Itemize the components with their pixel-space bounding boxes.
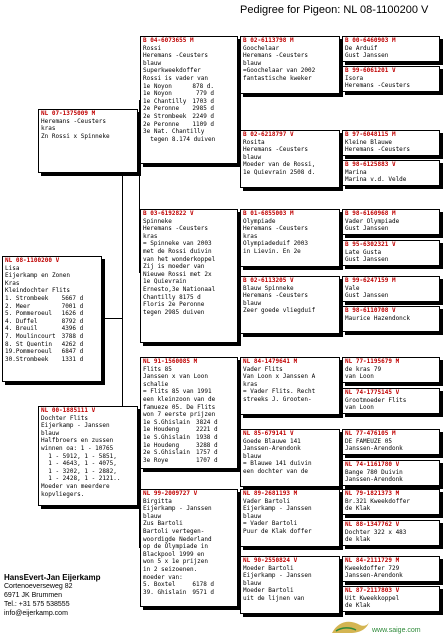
pigeon-info-line: Late Gusta bbox=[345, 248, 382, 256]
ring-number: B 98-6110708 V bbox=[345, 307, 396, 314]
pigeon-info-line: woordigde Nederland bbox=[143, 535, 212, 543]
result-race: 1e S.Ghislain bbox=[143, 433, 190, 441]
pigeon-info-line: Goede Blauwe 141 bbox=[243, 437, 301, 445]
ring-number: NL 90-2550824 V bbox=[243, 557, 298, 564]
ancestor-card[interactable] bbox=[342, 240, 440, 266]
pigeon-info-line: = Vader Flits. Recht bbox=[243, 388, 316, 396]
result-row bbox=[5, 333, 83, 341]
ancestor-card[interactable] bbox=[342, 130, 440, 156]
pigeon-info-line: Kras bbox=[5, 279, 20, 287]
pigeon-info-line: Superkweekdoffer bbox=[143, 67, 201, 75]
result-row bbox=[143, 457, 218, 465]
result-row bbox=[5, 318, 83, 326]
ring-number: NL 87-2117803 V bbox=[345, 587, 400, 594]
breeder-city: 6971 JK Brummen bbox=[4, 592, 62, 599]
pigeon-info-line: blauw bbox=[243, 153, 262, 161]
pigeon-info-line: moeder van: bbox=[143, 573, 183, 581]
pigeon-info-line: kras bbox=[143, 232, 158, 240]
pigeon-info-line: winnen oa: 1 - 10765 bbox=[41, 444, 114, 452]
pigeon-info-line: Lisa bbox=[5, 264, 20, 272]
result-row bbox=[5, 310, 83, 318]
pigeon-info-line: Eijerkamp - Janssen bbox=[243, 505, 312, 513]
result-race: 2e Peronne bbox=[143, 105, 180, 113]
ancestor-card[interactable] bbox=[342, 556, 440, 582]
result-row bbox=[143, 449, 218, 457]
pigeon-info-line: blauw bbox=[143, 512, 162, 520]
pigeon-info-line: met de Rossi duivin bbox=[143, 247, 212, 255]
pigeon-info-line: Janssen-Arendonk bbox=[345, 445, 403, 453]
pigeon-info-line: kras bbox=[41, 125, 56, 133]
ring-number: B 97-6048115 M bbox=[345, 131, 396, 138]
pigeon-info-line: Janssen-Arendonk bbox=[345, 476, 403, 484]
ring-number: NL 77-476105 M bbox=[345, 430, 396, 437]
pigeon-info-line: de Klak bbox=[345, 602, 371, 610]
results-table bbox=[143, 419, 218, 465]
result-birds: 6847 d bbox=[61, 348, 84, 356]
pigeon-info-line: 1e Quievrain 2508 d. bbox=[243, 168, 316, 176]
great-grandparent-card[interactable] bbox=[240, 36, 340, 94]
pigeon-info-line: Gust Janssen bbox=[345, 292, 389, 300]
great-grandparent-card[interactable] bbox=[240, 489, 340, 547]
result-race: 1e Houdeng bbox=[143, 426, 180, 434]
result-race: 30.Strombeek bbox=[5, 355, 49, 363]
result-race: 5. Pommeroeul bbox=[5, 310, 52, 318]
breeder-phone: Tel.: +31 575 538555 bbox=[4, 601, 70, 608]
ring-number: B 02-6113205 V bbox=[243, 277, 294, 284]
ring-number: B 95-6302321 V bbox=[345, 241, 396, 248]
pigeon-info-line: Eijerkamp - Janssen bbox=[41, 422, 110, 430]
pigeon-info-line: kras bbox=[243, 380, 258, 388]
pigeon-info-line: Floris 2e Peronne bbox=[143, 301, 205, 309]
pigeon-info-line: Olympiade bbox=[243, 217, 276, 225]
pigeon-info-line: De Arduif bbox=[345, 44, 378, 52]
great-grandparent-card[interactable] bbox=[240, 209, 340, 267]
pigeon-info-line: Kweekdoffer 729 bbox=[345, 564, 400, 572]
pigeon-info-line: blauw bbox=[143, 59, 162, 67]
result-race: 5. Boxtel bbox=[143, 581, 176, 589]
great-grandparent-card[interactable] bbox=[240, 429, 340, 487]
result-birds: 7001 d bbox=[61, 302, 84, 310]
results-table bbox=[5, 295, 83, 363]
pigeon-info-line: 1e Quievrain bbox=[143, 278, 187, 286]
pigeon-info-line: Dochter 322 x 483 bbox=[345, 528, 407, 536]
result-row bbox=[143, 426, 218, 434]
ring-number: NL 85-679141 V bbox=[243, 430, 294, 437]
pigeon-info-line: Moeder van de Rossi, bbox=[243, 161, 316, 169]
pigeon-info-line: Van Loon x Janssen A bbox=[243, 373, 316, 381]
pigeon-info-line: 1 - 3202, 1 - 2882, bbox=[41, 467, 117, 475]
pigeon-info-line: Gust Janssen bbox=[345, 52, 389, 60]
result-birds: 2249 d bbox=[192, 112, 215, 120]
ancestor-card[interactable] bbox=[342, 160, 440, 186]
result-race: 1e Chantilly bbox=[143, 97, 187, 105]
pigeon-info-line: Bange 780 Duivin bbox=[345, 468, 403, 476]
ancestor-card[interactable] bbox=[342, 66, 440, 92]
result-birds: 1757 d bbox=[195, 449, 218, 457]
pigeon-info-line: = Spinneke van 2003 bbox=[143, 240, 212, 248]
result-birds: 1938 d bbox=[195, 433, 218, 441]
result-race: 1e Noyon bbox=[143, 82, 172, 90]
ring-number: B 03-6192822 V bbox=[143, 210, 194, 217]
pigeon-info-line: 3e Nat. Chantilly bbox=[143, 128, 205, 136]
pigeon-info-line: blauw bbox=[243, 512, 262, 520]
result-row bbox=[143, 105, 214, 113]
ancestor-card[interactable] bbox=[342, 306, 440, 332]
ring-number: B 99-6247159 M bbox=[345, 277, 396, 284]
pigeon-info-line: Br.321 Kweekdoffer bbox=[345, 497, 411, 505]
ancestor-card[interactable] bbox=[342, 489, 440, 515]
pigeon-info-line: van het wonderkoppel bbox=[143, 255, 216, 263]
great-grandparent-card[interactable] bbox=[240, 276, 340, 334]
ring-number: NL 00-1885111 V bbox=[41, 407, 96, 414]
breeder-address: Cortenoeverseweg 82 bbox=[4, 583, 73, 590]
pigeon-info-line: Marina bbox=[345, 168, 367, 176]
pigeon-info-line: 1 - 4643, 1 - 4075, bbox=[41, 460, 117, 468]
pigeon-info-line: = Blauwe 141 duivin bbox=[243, 460, 312, 468]
pigeon-info-line: Marina v.d. Velde bbox=[345, 176, 407, 184]
ring-number: NL 89-2681193 M bbox=[243, 490, 298, 497]
pigeon-info-line: Moeder Bartoli bbox=[243, 564, 294, 572]
pigeon-info-line: Heremans -Ceusters bbox=[243, 146, 309, 154]
result-row bbox=[5, 303, 83, 311]
result-row bbox=[143, 581, 214, 589]
sire-card[interactable] bbox=[38, 109, 138, 173]
result-birds: 3824 d bbox=[195, 418, 218, 426]
pigeon-info-line: fantastische kweker bbox=[243, 74, 312, 82]
pigeon-info-line: blauw bbox=[243, 452, 262, 460]
result-race: 1. Strombeek bbox=[5, 294, 49, 302]
pigeon-info-line: kopvliegers. bbox=[41, 490, 85, 498]
ring-number: B 01-6855003 M bbox=[243, 210, 294, 217]
pigeon-info-line: Janssen-Arendonk bbox=[243, 445, 301, 453]
pigeon-info-line: een kleinzoon van de bbox=[143, 395, 216, 403]
pigeon-info-line: de Klak bbox=[345, 505, 371, 513]
pigeon-info-line: Heremans -Ceusters bbox=[143, 52, 209, 60]
pigeon-info-line: streeks J. Grooten- bbox=[243, 395, 312, 403]
pigeon-info-line: Vader Flits bbox=[243, 365, 283, 373]
result-row bbox=[5, 341, 83, 349]
result-birds: 1707 d bbox=[195, 456, 218, 464]
pigeon-info-line: Uit Kweekkoppel bbox=[345, 594, 400, 602]
result-race: 8. St Quentin bbox=[5, 340, 52, 348]
result-race: 3e Roye bbox=[143, 456, 169, 464]
pigeon-info-line: blauw bbox=[243, 579, 262, 587]
ancestor-card[interactable] bbox=[342, 276, 440, 302]
pigeon-info-line: Gust Janssen bbox=[345, 256, 389, 264]
watermark-text: www.saige.com bbox=[372, 627, 421, 634]
result-birds: 779 d bbox=[195, 90, 215, 98]
ring-number: B 00-6460903 M bbox=[345, 37, 396, 44]
result-race: 1e Houdeng bbox=[143, 441, 180, 449]
pigeon-info-line: kras bbox=[243, 232, 258, 240]
result-race: 1e Noyon bbox=[143, 90, 172, 98]
pigeon-info-line: Spinneke bbox=[143, 217, 172, 225]
pigeon-info-line: in Lievin. En 2e bbox=[243, 247, 301, 255]
pigeon-info-line: Rossi bbox=[143, 44, 162, 52]
result-row bbox=[143, 419, 218, 427]
result-birds: 1331 d bbox=[61, 355, 84, 363]
pigeon-info-line: Olympiadeduif 2003 bbox=[243, 240, 309, 248]
ring-number: B 02-6113798 M bbox=[243, 37, 294, 44]
pigeon-info-line: Vale bbox=[345, 284, 360, 292]
pigeon-info-line: = Vader Bartoli bbox=[243, 520, 298, 528]
pigeon-info-line: Zus Bartoli bbox=[143, 520, 183, 528]
ring-number: B 99-6061201 V bbox=[345, 67, 396, 74]
ring-number: NL 77-1195679 M bbox=[345, 358, 400, 365]
ancestor-card[interactable] bbox=[342, 520, 440, 546]
result-race: 2e Strombeek bbox=[143, 112, 187, 120]
result-row bbox=[5, 295, 83, 303]
result-birds: 3288 d bbox=[195, 441, 218, 449]
result-row bbox=[143, 90, 214, 98]
pigeon-logo-icon bbox=[330, 615, 370, 637]
result-race: 2. Meer bbox=[5, 302, 31, 310]
pigeon-info-line: Ernesto,3e Nationaal bbox=[143, 285, 216, 293]
great-grandparent-card[interactable] bbox=[240, 556, 340, 614]
pigeon-info-line: Birgitta bbox=[143, 497, 172, 505]
pigeon-info-line: famueze 05. De Flits bbox=[143, 403, 216, 411]
ring-number: NL 84-1479641 M bbox=[243, 358, 298, 365]
pigeon-info-line: van Loon bbox=[345, 373, 374, 381]
pigeon-info-line: Chantilly 8175 d bbox=[143, 293, 201, 301]
pigeon-info-line: 1 - 2428, 1 - 2121.. bbox=[41, 475, 121, 483]
pigeon-info-line: Moeder Bartoli bbox=[243, 587, 294, 595]
ring-number: B 98-6160968 M bbox=[345, 210, 396, 217]
pigeon-info-line: blauw bbox=[243, 59, 262, 67]
result-race: 4. Breuil bbox=[5, 325, 38, 333]
pigeon-info-line: Kleine Blauwe bbox=[345, 138, 392, 146]
pigeon-info-line: Halfbroers en zussen bbox=[41, 437, 114, 445]
ring-number: B 04-6073655 M bbox=[143, 37, 194, 44]
pigeon-info-line: Rossi is vader van bbox=[143, 74, 209, 82]
result-row bbox=[5, 356, 83, 364]
pigeon-info-line: de kras 79 bbox=[345, 365, 382, 373]
pigeon-info-line: Nieuwe Rossi met 2x bbox=[143, 270, 212, 278]
pigeon-info-line: Eijerkamp - Janssen bbox=[243, 572, 312, 580]
pigeon-info-line: Grootmoeder Flits bbox=[345, 396, 407, 404]
result-race: 1e S.Ghislain bbox=[143, 418, 190, 426]
connector-line bbox=[102, 318, 122, 319]
pigeon-info-line: won 5 x 1e prijzen bbox=[143, 558, 209, 566]
pigeon-info-line: de klak bbox=[345, 536, 371, 544]
pigeon-info-line: = Flits 85 van 1991 bbox=[143, 388, 212, 396]
pigeon-info-line: tegen 2985 duiven bbox=[143, 308, 205, 316]
grandparent-card[interactable] bbox=[140, 36, 238, 164]
pigeon-info-line: Gust Janssen bbox=[345, 225, 389, 233]
pigeon-info-line: Blauw Spinneke bbox=[243, 284, 294, 292]
pigeon-info-line: Goochelaar bbox=[243, 44, 280, 52]
ancestor-card[interactable] bbox=[342, 36, 440, 62]
breeder-info bbox=[4, 573, 101, 618]
ring-number: NL 99-2009727 V bbox=[143, 490, 198, 497]
results-table bbox=[143, 581, 214, 596]
pigeon-info-line: Zeer goede vliegduif bbox=[243, 307, 316, 315]
grandparent-card[interactable] bbox=[140, 357, 238, 469]
pigeon-info-line: Zij is moeder van bbox=[143, 263, 205, 271]
pigeon-info-line: Maurice Hazendonck bbox=[345, 314, 411, 322]
result-row bbox=[143, 121, 214, 129]
result-birds: 4262 d bbox=[61, 340, 84, 348]
subject-pigeon-card[interactable] bbox=[2, 256, 102, 382]
dam-card[interactable] bbox=[38, 406, 138, 506]
result-race: 39. Ghislain bbox=[143, 588, 187, 596]
pigeon-info-line: Eijerkamp - Janssen bbox=[143, 505, 212, 513]
pigeon-info-line: Kleindochter Flits bbox=[5, 287, 71, 295]
ring-number: NL 07-1375009 M bbox=[41, 110, 96, 117]
pigeon-info-line: Vader Bartoli bbox=[243, 497, 290, 505]
great-grandparent-card[interactable] bbox=[240, 357, 340, 415]
ancestor-card[interactable] bbox=[342, 357, 440, 383]
pigeon-info-line: won 7 eerste prijzen bbox=[143, 411, 216, 419]
pigeon-info-line: Isora bbox=[345, 74, 364, 82]
pigeon-info-line: Heremans -Ceusters bbox=[243, 292, 309, 300]
ancestor-card[interactable] bbox=[342, 460, 440, 486]
result-birds: 3788 d bbox=[61, 332, 84, 340]
pigeon-info-line: Heremans -Ceusters bbox=[41, 117, 107, 125]
result-birds: 4396 d bbox=[61, 325, 84, 333]
result-row bbox=[143, 434, 218, 442]
result-birds: 1703 d bbox=[192, 97, 215, 105]
pigeon-info-line: op de Olympiade in bbox=[143, 543, 209, 551]
ancestor-card[interactable] bbox=[342, 209, 440, 235]
result-race: 7. Moulincourt bbox=[5, 332, 56, 340]
pigeon-info-line: Janssen-Arendonk bbox=[345, 572, 403, 580]
result-row bbox=[143, 83, 214, 91]
pigeon-info-line: Bartoli vertegen- bbox=[143, 527, 205, 535]
result-row bbox=[143, 113, 214, 121]
ring-number: B 02-6218797 V bbox=[243, 131, 294, 138]
pigeon-info-line: Zn Rossi x Spinneke bbox=[41, 132, 110, 140]
pigeon-info-line: Rosita bbox=[243, 138, 265, 146]
result-birds: 6178 d bbox=[192, 581, 215, 589]
ancestor-card[interactable] bbox=[342, 586, 440, 612]
breeder-name: HansEvert-Jan Eijerkamp bbox=[4, 573, 101, 582]
result-birds: 878 d. bbox=[192, 82, 215, 90]
results-table bbox=[143, 83, 214, 129]
ring-number: B 98-6125883 V bbox=[345, 161, 396, 168]
pigeon-info-line: Heremans -Ceusters bbox=[143, 225, 209, 233]
ring-number: NL 79-1821373 M bbox=[345, 490, 400, 497]
result-birds: 9571 d bbox=[192, 588, 215, 596]
result-row bbox=[143, 442, 218, 450]
result-race: 2e S.Ghislain bbox=[143, 449, 190, 457]
pigeon-info-line: =Goochelaar van 2002 bbox=[243, 67, 316, 75]
page-title: Pedigree for Pigeon: NL 08-1100200 V bbox=[240, 4, 429, 16]
breeder-email[interactable]: info@eijerkamp.com bbox=[4, 610, 68, 617]
ring-number: NL 88-1347762 V bbox=[345, 521, 400, 528]
ring-number: NL 84-2111729 M bbox=[345, 557, 400, 564]
result-race: 2e Peronne bbox=[143, 120, 180, 128]
result-birds: 2985 d bbox=[192, 105, 215, 113]
pigeon-info-line: blauw bbox=[243, 299, 262, 307]
pigeon-info-line: tegen 8.174 duiven bbox=[143, 135, 216, 143]
result-birds: 5667 d bbox=[61, 294, 84, 302]
pigeon-info-line: een dochter van de bbox=[243, 467, 309, 475]
pigeon-info-line: van Loon bbox=[345, 404, 374, 412]
grandparent-card[interactable] bbox=[140, 489, 238, 607]
watermark-logo bbox=[330, 615, 440, 637]
ring-number: NL 91-1560085 M bbox=[143, 358, 198, 365]
result-row bbox=[143, 589, 214, 597]
pigeon-info-line: blauw bbox=[41, 429, 60, 437]
pigeon-info-line: Janssen x van Loon bbox=[143, 373, 209, 381]
pigeon-info-line: Moeder van meerdere bbox=[41, 482, 110, 490]
result-birds: 2221 d bbox=[195, 426, 218, 434]
result-race: 19.Pommeroeul bbox=[5, 348, 52, 356]
ancestor-card[interactable] bbox=[342, 388, 440, 414]
result-row bbox=[5, 325, 83, 333]
pigeon-info-line: uit de lijnen van bbox=[243, 594, 305, 602]
result-race: 4. Duffel bbox=[5, 317, 38, 325]
pigeon-info-line: Puur de Klak doffer bbox=[243, 527, 312, 535]
pigeon-info-line: Eijerkamp en Zonen bbox=[5, 272, 71, 280]
great-grandparent-card[interactable] bbox=[240, 130, 340, 188]
result-birds: 1626 d bbox=[61, 310, 84, 318]
pigeon-info-line: schalie bbox=[143, 380, 169, 388]
pigeon-info-line: DE FAMEUZE 05 bbox=[345, 437, 392, 445]
pigeon-info-line: 1 - 5912, 1 - 5851, bbox=[41, 452, 117, 460]
grandparent-card[interactable] bbox=[140, 209, 238, 343]
pigeon-info-line: Heremans -Ceusters bbox=[243, 52, 309, 60]
pigeon-info-line: Heremans -Ceusters bbox=[243, 225, 309, 233]
pigeon-info-line: in 2 seizoenen. bbox=[143, 565, 198, 573]
result-row bbox=[143, 98, 214, 106]
ring-number: NL 74-1161780 V bbox=[345, 461, 400, 468]
pigeon-info-line: Flits 85 bbox=[143, 365, 172, 373]
ring-number: NL 74-1775145 V bbox=[345, 389, 400, 396]
ancestor-card[interactable] bbox=[342, 429, 440, 455]
result-birds: 8792 d bbox=[61, 317, 84, 325]
pigeon-info-line: Heremans -Ceusters bbox=[345, 146, 411, 154]
pigeon-info-line: Dochter Flits bbox=[41, 414, 88, 422]
ring-number: NL 08-1100200 V bbox=[5, 257, 60, 264]
pigeon-info-line: Vader Olympiade bbox=[345, 217, 400, 225]
result-row bbox=[5, 348, 83, 356]
pigeon-info-line: Blackpool 1999 en bbox=[143, 550, 205, 558]
pigeon-info-line: Heremans -Ceusters bbox=[345, 82, 411, 90]
result-birds: 1109 d bbox=[192, 120, 215, 128]
